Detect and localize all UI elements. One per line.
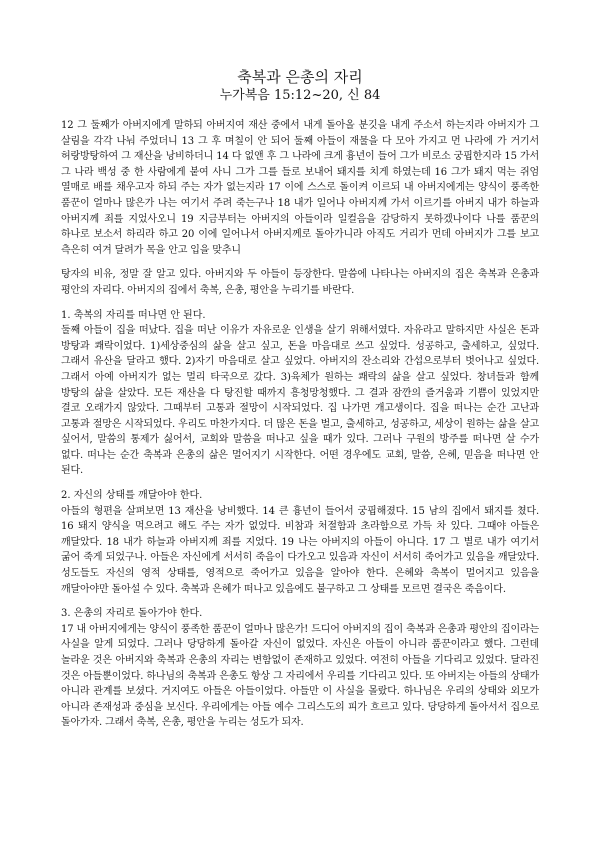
section-heading: 3. 은총의 자리로 돌아가야 한다. (61, 608, 203, 620)
section-3 (61, 606, 539, 731)
section-1 (61, 308, 539, 480)
section-body: 아들의 형편을 살펴보면 13 재산을 낭비했다. 14 큰 흉년이 들어서 궁핍해졌다. 15 남의 집에서 돼지를 쳤다. 16 돼지 양식을 먹으려고 해도 주는 자가 없었다. 비참과 처절함과 초라함으로 가득 차 있다. 그때야 아들은 깨달았다. 18 내가 하늘과 아버지께 죄를 지었다. 19 나는 아버지의 아들이 아니다. 17 그 별로 내가 여기서 굶어 죽게 되었구나. 아들은 자신에게 서서히 죽음이 다가오고 있음과 자신이 서서히 죽어가고 있음을 깨달았다. 성도들도 자신의 영적 상태를, 영적으로 죽어가고 있음을 알아야 한다. 은혜와 축복이 멀어지고 있음을 깨달아야만 돌아설 수 있다. 축복과 은혜가 떠나고 있음에도 불구하고 그 상태를 모르면 결국은 죽음이다. (61, 505, 539, 595)
scripture-passage: 12 그 둘째가 아버지에게 말하되 아버지여 재산 중에서 내게 돌아올 분깃을 내게 주소서 하는지라 아버지가 그 살림을 각각 나눠 주었더니 13 그 후 며칠이 안 되어 둘째 아들이 재물을 다 모아 가지고 먼 나라에 가 거기서 허랑방탕하여 그 재산을 낭비하더니 14 다 없앤 후 그 나라에 크게 흉년이 들어 그가 비로소 궁핍한지라 15 가서 그 나라 백성 중 한 사람에게 붙여 사니 그가 그를 들로 보내어 돼지를 치게 하였는데 16 그가 돼지 먹는 쥐엄 열매로 배를 채우고자 하되 주는 자가 없는지라 17 이에 스스로 돌이켜 이르되 내 아버지에게는 양식이 풍족한 품꾼이 얼마나 많은가 나는 여기서 주려 죽는구나 18 내가 일어나 아버지께 가서 이르기를 아버지 내가 하늘과 아버지께 죄를 지었사오니 19 지금부터는 아버지의 아들이라 일컬음을 감당하지 못하겠나이다 나를 품꾼의 하나로 보소서 하리라 하고 20 이에 일어나서 아버지께로 돌아가니라 아직도 거리가 먼데 아버지가 그를 보고 측은히 여겨 달려가 목을 안고 입을 맞추니 (61, 120, 539, 256)
section-2 (61, 488, 539, 597)
scripture-reference: 누가복음 15:12~20, 신 84 (219, 88, 381, 103)
section-body: 둘째 아들이 집을 떠났다. 집을 떠난 이유가 자유로운 인생을 살기 위해서였다. 자유라고 말하지만 사실은 돈과 방탕과 쾌락이었다. 1)세상중심의 삶을 살고 싶고, 돈을 마음대로 쓰고 싶었다. 성공하고, 출세하고, 싶었다. 그래서 유산을 달라고 했다. 2)자기 마음대로 살고 싶었다. 아버지의 잔소리와 간섭으로부터 벗어나고 싶었다. 그래서 아예 아버지가 없는 멀리 타국으로 갔다. 3)육체가 원하는 쾌락의 삶을 살고 싶었다. 창녀들과 함께 방탕의 삶을 살았다. 모든 재산을 다 탕진할 때까지 흥청망청했다. 그 결과 잠깐의 즐거움과 기쁨이 있었지만 결코 오래가지 않았다. 그때부터 고통과 절망이 시작되었다. 집 나가면 개고생이다. 집을 떠나는 순간 고난과 고통과 절망은 시작되었다. 우리도 마찬가지다. 더 많은 돈을 벌고, 출세하고, 성공하고, 세상이 원하는 삶을 살고 싶어서, 말씀의 통제가 싫어서, 교회와 말씀을 떠나고 싶을 때가 있다. 그러나 구원의 방주를 떠나면 살 수가 없다. 떠나는 순간 축복과 은총의 삶은 멀어지기 시작한다. 어떤 경우에도 교회, 말씀, 은혜, 믿음을 떠나면 안 된다. (61, 325, 539, 477)
section-heading: 2. 자신의 상태를 깨달아야 한다. (61, 490, 203, 502)
section-body: 17 내 아버지에게는 양식이 풍족한 품꾼이 얼마나 많은가! 드디어 아버지의 집이 축복과 은총과 평안의 집이라는 사실을 알게 되었다. 그러나 당당하게 돌아갈 자신이 없었다. 자신은 아들이 아니라 품꾼이라고 했다. 그런데 놀라운 것은 아버지와 축복과 은총의 자리는 변함없이 존재하고 있었다. 여전히 아들을 기다리고 있었다. 달라진 것은 아들뿐이었다. 하나님의 축복과 은총도 항상 그 자리에서 우리를 기다리고 있다. 또 아버지는 아들의 상태가 아니라 관계를 보셨다. 거지여도 아들은 아들이었다. 아들만 이 사실을 몰랐다. 하나님은 우리의 상태와 외모가 아니라 존재성과 중심을 보신다. 우리에게는 아들 예수 그리스도의 피가 흐르고 있다. 당당하게 돌아서서 집으로 돌아가자. 그래서 축복, 은총, 평안을 누리는 성도가 되자. (61, 623, 539, 729)
sermon-title: 축복과 은총의 자리 (237, 68, 363, 86)
section-heading: 1. 축복의 자리를 떠나면 안 된다. (61, 309, 206, 321)
intro-paragraph: 탕자의 비유, 정말 잘 알고 있다. 아버지와 두 아들이 등장한다. 말씀에 나타나는 아버지의 집은 축복과 은총과 평안의 자리다. 아버지의 집에서 축복, 은총, 평안을 누리기를 바란다. (61, 269, 539, 296)
